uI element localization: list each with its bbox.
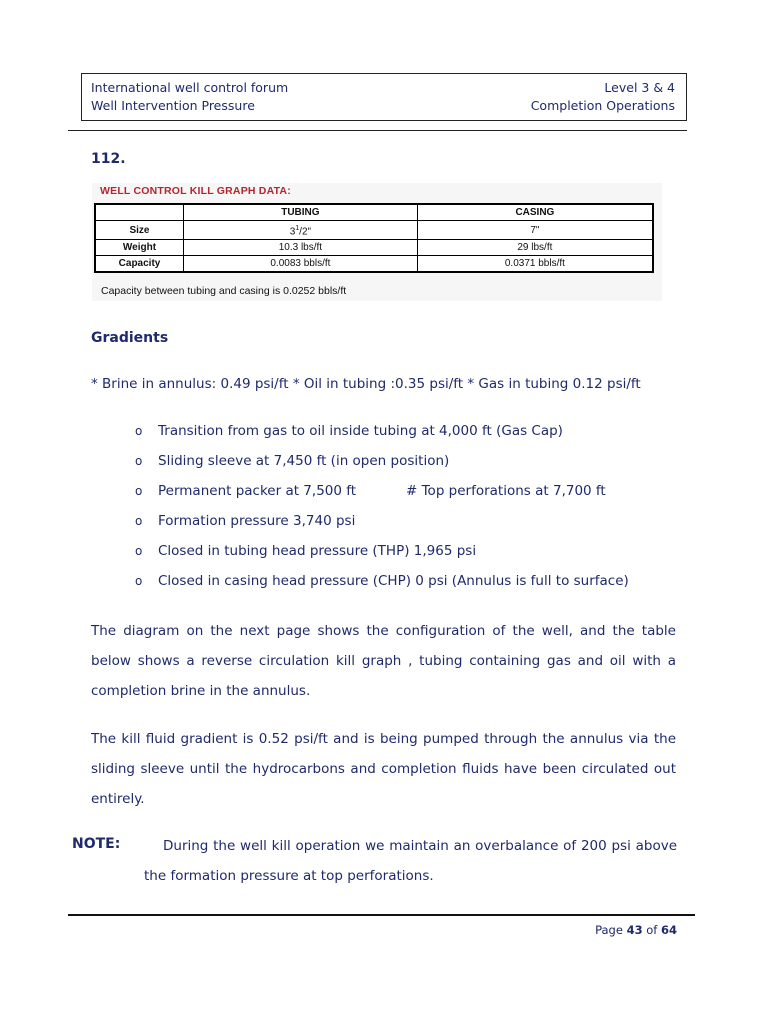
page-footer [595, 923, 677, 937]
row-label: Size [95, 221, 184, 240]
table-cell: 10.3 lbs/ft [184, 240, 418, 256]
table-row [95, 240, 653, 256]
header-topic: Completion Operations [530, 98, 675, 113]
paragraph-kill-fluid: The kill fluid gradient is 0.52 psi/ft and is being pumped through the annulus via the sliding sleeve until the hydrocarbons and completion fluids have been circulated out entirely. [91, 731, 676, 807]
kill-graph-table [94, 203, 654, 273]
list-item-text: Transition from gas to oil inside tubing at 4,000 ft (Gas Cap) [158, 423, 563, 439]
bullet-icon: o [135, 544, 143, 558]
size-whole: 3 [289, 226, 296, 238]
table-cell: 29 lbs/ft [417, 240, 653, 256]
size-denominator: /2" [299, 226, 312, 238]
table-cell: 0.0371 bbls/ft [417, 256, 653, 273]
footer-divider [68, 914, 695, 916]
list-item-text: Sliding sleeve at 7,450 ft (in open position) [158, 453, 450, 469]
note-label: NOTE: [72, 836, 121, 852]
paragraph-diagram-description: The diagram on the next page shows the configuration of the well, and the table below shows a reverse circulation kill graph , tubing containing gas and oil with a completion brine in the annulus. [91, 623, 676, 699]
bullet-icon: o [135, 514, 143, 528]
page-total: 64 [660, 923, 677, 937]
page-current: 43 [626, 923, 643, 937]
list-item-text: Closed in casing head pressure (CHP) 0 psi (Annulus is full to surface) [158, 573, 629, 589]
capacity-note: Capacity between tubing and casing is 0.0252 bbls/ft [101, 285, 347, 297]
page-header [81, 73, 687, 121]
list-item-text: Formation pressure 3,740 psi [158, 513, 356, 529]
table-row [95, 221, 653, 240]
table-header-cell: CASING [417, 204, 653, 221]
bullet-icon: o [135, 484, 143, 498]
row-label: Weight [95, 240, 184, 256]
question-number: 112. [91, 151, 126, 167]
page-word: Page [595, 923, 623, 937]
row-label: Capacity [95, 256, 184, 273]
size-numerator: 1 [295, 225, 300, 232]
table-cell: 7" [417, 221, 653, 240]
list-item-text: Permanent packer at 7,500 ft [158, 483, 357, 499]
header-course: Well Intervention Pressure [91, 98, 255, 113]
table-header-cell: TUBING [184, 204, 418, 221]
table-row [95, 256, 653, 273]
table-cell: 0.0083 bbls/ft [184, 256, 418, 273]
header-org: International well control forum [91, 80, 289, 95]
header-divider [68, 130, 687, 131]
table-header-cell [95, 204, 184, 221]
kill-graph-title: WELL CONTROL KILL GRAPH DATA: [100, 185, 291, 197]
table-cell [184, 221, 418, 240]
gradients-line: * Brine in annulus: 0.49 psi/ft * Oil in tubing :0.35 psi/ft * Gas in tubing 0.12 psi/ft [91, 376, 641, 392]
of-word: of [646, 923, 658, 937]
header-level: Level 3 & 4 [604, 80, 675, 95]
note-text: During the well kill operation we maintain an overbalance of 200 psi above the formation pressure at top perforations. [144, 838, 677, 884]
bullet-icon: o [135, 424, 143, 438]
bullet-icon: o [135, 454, 143, 468]
table-header-row [95, 204, 653, 221]
list-item-text: Closed in tubing head pressure (THP) 1,965 psi [158, 543, 477, 559]
list-item-text-secondary: # Top perforations at 7,700 ft [406, 483, 606, 499]
bullet-icon: o [135, 574, 143, 588]
gradients-heading: Gradients [91, 330, 169, 346]
